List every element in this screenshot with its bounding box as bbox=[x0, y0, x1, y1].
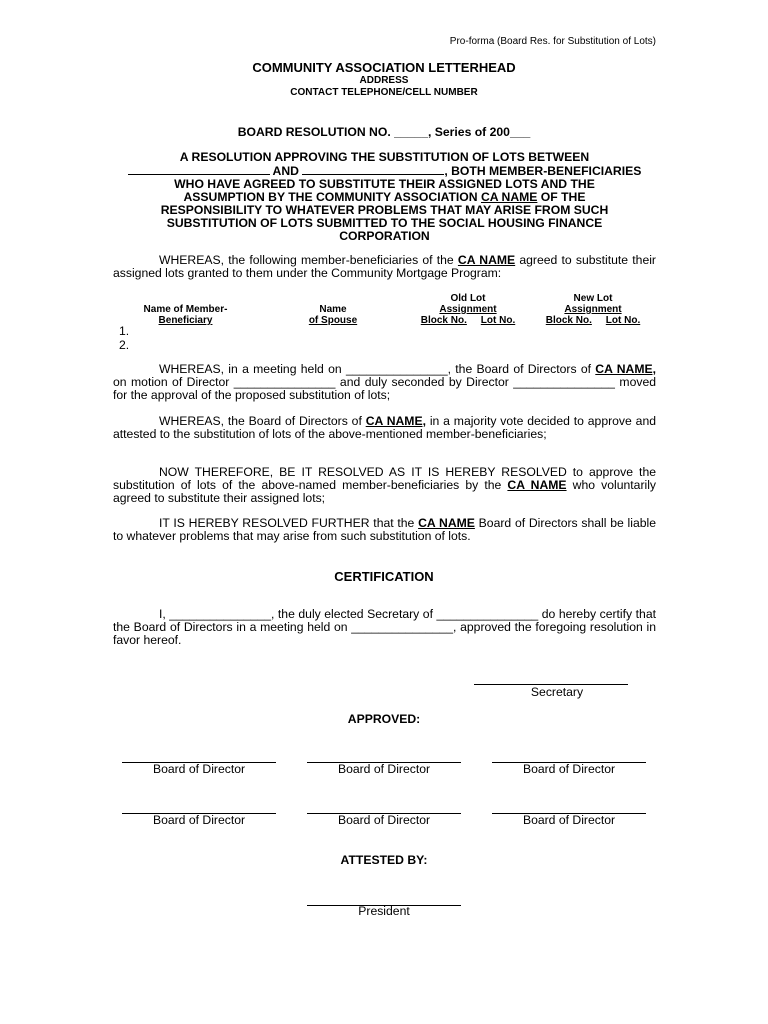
old-lot-label: Old Lot bbox=[450, 293, 486, 304]
now-therefore-paragraph bbox=[113, 466, 656, 505]
whereas-3-text: WHEREAS, the Board of Directors of bbox=[159, 414, 366, 428]
table-row-1: 1. bbox=[119, 324, 130, 338]
title-line-5: RESPONSIBILITY TO WHATEVER PROBLEMS THAT MAY ARISE FROM SUCH bbox=[160, 203, 609, 217]
old-lot-subheaders bbox=[408, 315, 528, 326]
now-therefore-text-end: who voluntarily agreed to substitute their assigned lots; bbox=[113, 478, 657, 505]
col-spouse-line-1: Name bbox=[319, 304, 347, 315]
further-text: IT IS HEREBY RESOLVED FURTHER that the bbox=[159, 516, 419, 530]
title-line-4-post: OF THE bbox=[537, 190, 586, 204]
col-spouse-line-2: of Spouse bbox=[308, 315, 358, 326]
president-label: President bbox=[358, 904, 410, 918]
resolution-number: BOARD RESOLUTION NO. _____, Series of 200___ bbox=[237, 125, 531, 139]
attested-heading: ATTESTED BY: bbox=[340, 853, 428, 867]
col-new-lot-header bbox=[533, 293, 653, 326]
secretary-label: Secretary bbox=[530, 685, 584, 699]
title-and: AND bbox=[272, 164, 299, 178]
letterhead-contact: CONTACT TELEPHONE/CELL NUMBER bbox=[290, 87, 478, 98]
blank-line bbox=[128, 164, 270, 175]
new-lot-label: New Lot bbox=[573, 293, 613, 304]
title-line-7: CORPORATION bbox=[339, 229, 430, 243]
director-label: Board of Director bbox=[152, 762, 246, 776]
col-member-line-2: Beneficiary bbox=[158, 315, 213, 326]
title-ca-name: CA NAME bbox=[480, 190, 538, 204]
whereas-1-text-end: agreed to substitute their assigned lots granted to them under the Community Mortgage Program: bbox=[113, 253, 656, 280]
director-label: Board of Director bbox=[522, 762, 616, 776]
whereas-2-text: WHEREAS, in a meeting held on _______________, the Board of Directors of bbox=[159, 362, 596, 376]
ca-name: CA NAME bbox=[507, 478, 567, 492]
ca-name: CA NAME bbox=[418, 516, 475, 530]
whereas-1-text: WHEREAS, the following member-beneficiaries of the bbox=[159, 253, 458, 267]
table-row-2: 2. bbox=[119, 338, 130, 352]
old-lot-no: Lot No. bbox=[480, 315, 516, 326]
further-text-end: Board of Directors shall be liable to whatever problems that may arise from such substitution of lots. bbox=[113, 516, 656, 543]
title-line-2 bbox=[113, 164, 656, 178]
resolution-title bbox=[113, 151, 656, 243]
director-label: Board of Director bbox=[337, 762, 431, 776]
whereas-paragraph-1 bbox=[113, 254, 656, 280]
director-label: Board of Director bbox=[152, 813, 246, 827]
old-block-no: Block No. bbox=[420, 315, 467, 326]
proforma-note: Pro-forma (Board Res. for Substitution of Lots) bbox=[449, 36, 656, 47]
ca-name: CA NAME bbox=[457, 253, 516, 267]
whereas-2-text-end: on motion of Director _______________ and duly seconded by Director _______________ moved for the approval of the proposed substitution of lots; bbox=[113, 375, 656, 402]
title-line-3: WHO HAVE AGREED TO SUBSTITUTE THEIR ASSIGNED LOTS AND THE bbox=[174, 177, 595, 191]
old-assignment-label: Assignment bbox=[439, 304, 497, 315]
new-assignment-label: Assignment bbox=[564, 304, 622, 315]
new-lot-no: Lot No. bbox=[605, 315, 641, 326]
director-label: Board of Director bbox=[337, 813, 431, 827]
title-line-2-rest: , BOTH MEMBER-BENEFICIARIES bbox=[444, 164, 642, 178]
whereas-paragraph-3 bbox=[113, 415, 656, 441]
letterhead-address: ADDRESS bbox=[359, 75, 409, 86]
new-block-no: Block No. bbox=[545, 315, 592, 326]
title-line-4-pre: ASSUMPTION BY THE COMMUNITY ASSOCIATION bbox=[183, 190, 481, 204]
approved-heading: APPROVED: bbox=[347, 712, 421, 726]
title-line-1: A RESOLUTION APPROVING THE SUBSTITUTION OF LOTS BETWEEN bbox=[179, 150, 590, 164]
ca-name: CA NAME, bbox=[595, 362, 657, 376]
letterhead-title: COMMUNITY ASSOCIATION LETTERHEAD bbox=[252, 60, 516, 75]
whereas-paragraph-2 bbox=[113, 363, 656, 402]
certification-text: I, _______________, the duly elected Secretary of _______________ do hereby certify that the Board of Directors in a meeting held on _______________, approved the foregoing resolution in favor hereof. bbox=[113, 607, 656, 647]
blank-line bbox=[302, 164, 444, 175]
title-line-6: SUBSTITUTION OF LOTS SUBMITTED TO THE SOCIAL HOUSING FINANCE bbox=[166, 216, 603, 230]
now-therefore-text: NOW THEREFORE, BE IT RESOLVED AS IT IS HEREBY RESOLVED to approve the substitution of lots of the above-named member-beneficiaries by the bbox=[113, 465, 656, 492]
col-member-header bbox=[113, 304, 258, 326]
col-old-lot-header bbox=[408, 293, 528, 326]
col-member-line-1: Name of Member- bbox=[143, 304, 228, 315]
certification-heading: CERTIFICATION bbox=[334, 569, 434, 584]
further-resolved-paragraph bbox=[113, 517, 656, 543]
new-lot-subheaders bbox=[533, 315, 653, 326]
whereas-3-text-end: in a majority vote decided to approve and attested to the substitution of lots of the above-mentioned member-beneficiaries; bbox=[113, 414, 656, 441]
director-label: Board of Director bbox=[522, 813, 616, 827]
ca-name: CA NAME, bbox=[365, 414, 426, 428]
col-spouse-header bbox=[293, 304, 373, 326]
